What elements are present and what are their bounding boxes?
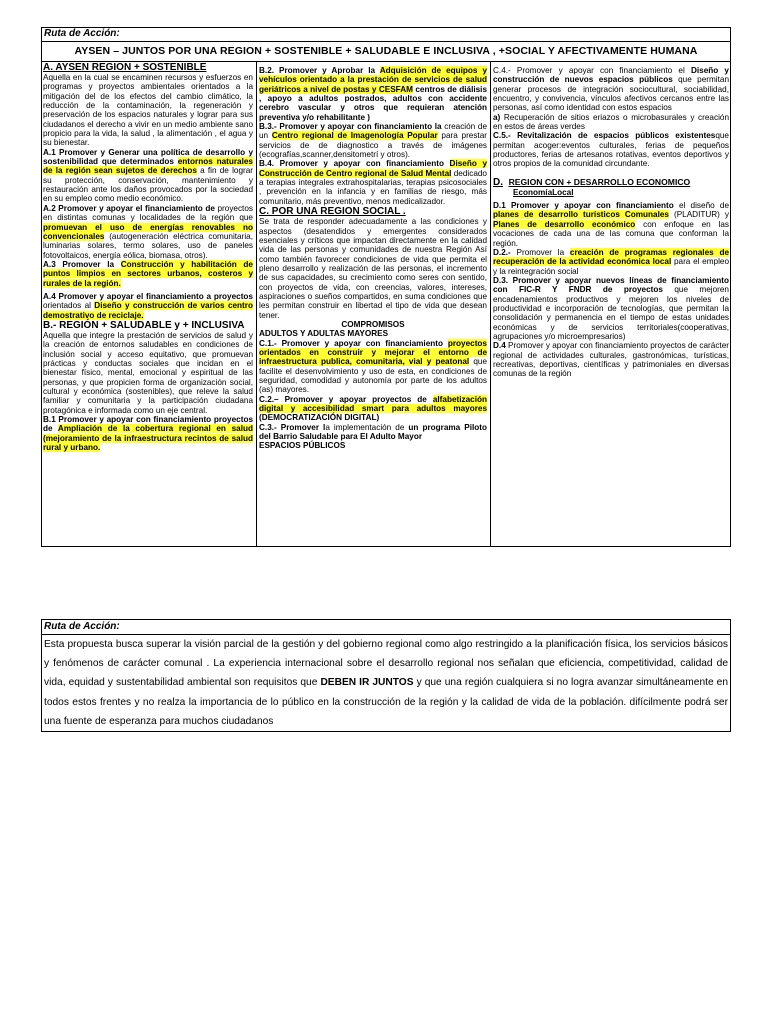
summary-text: Esta propuesta busca superar la visión parcial de la gestión y del gobierno regional como algo restringido a la planificación física, los servicios básicos y fenómenos de carácter comunal . La experiencia internacional sobre el desarrollo regional nos señalan que eficiencia, competitividad, calidad de vida, equidad y sustentabilidad ambiental son requisitos que DEBEN IR JUNTOS y que una región cualquiera si no logra avanzar simultáneamente en todos estos frentes y no realza la importancia de lo público en la construcción de la región y la calidad de vida de la población. difícilmente podrá ser una fuente de esperanza para muchos ciudadanos [44,639,728,727]
action-route-summary [41,619,731,732]
summary-label: Ruta de Acción: [44,621,120,632]
section-a-intro: Aquella en la cual se encaminen recursos y esfuerzos en programas y proyectos ambientales orientados a la mitigación del de los efectos del cambio climático, la reducción de la contaminación, la regeneración y preservación de los espacios naturales y lograr para sus ciudadanos el derecho a vivir en un medio ambiente sano propicio para la vida, la salud , la alimentación , el agua y su bienestar. [43,73,253,148]
item-a1: A.1 Promover y Generar una política de desarrollo y sostenibilidad que determinados entornos naturales de la región sean sujetos de derechos a fin de lograr su protección, conservación, mantenimiento y restauración ante los daños provocados por la sociedad en su empleo como medio económico. [43,147,254,204]
adultos-heading: ADULTOS Y ADULTAS MAYORES [259,329,389,339]
table-header-row [42,28,730,42]
item-c3: C.3.- Promover la implementación de un programa Piloto del Barrio Saludable para El Adulto Mayor [259,422,487,442]
item-d1: D.1 Promover y apoyar con financiamiento el diseño de planes de desarrollo turísticos Comunales (PLADITUR) y Planes de desarrollo económico con enfoque en las vocaciones de cada una de las comuna que conforman la región. [493,201,730,248]
item-b4: B.4. Promover y apoyar con financiamiento Diseño y Construcción de Centro regional de Salud Mental dedicado a terapias integrales extrahospitalarias, terapias psicosociales , prevención en la infancia y en familias de riesgo, más comunitario, más preventivo, menos medicalizador. [259,159,487,206]
espacios-heading: ESPACIOS PÚBLICOS [259,441,346,451]
item-d3: D.3. Promover y apoyar nuevos líneas de financiamiento con FIC-R Y FNDR de proyectos que mejoren encadenamientos productivos y mejoren los niveles de productividad e incorporación de tecnologías, que permitan la consolidación y permanencia en el tiempo de estas unidades económicas y de servicios territoriales(cooperativas, agrupaciones y/o microempresarios) [493,275,729,341]
section-b-title: B.- REGIÓN + SALUDABLE y + INCLUSIVA [43,319,245,331]
section-d-subtitle: EconomíaLocal [513,187,574,197]
item-c4a: a) Recuperación de sitios eriazos o microbasurales y creación en estos de áreas verdes [493,112,729,132]
column-health-social [256,62,490,546]
column-public-spaces-economy [490,62,732,546]
item-a4: A.4 Promover y apoyar el financiamiento a proyectos orientados al Diseño y construcción de varios centro demostrativo de reciclaje. [43,291,253,320]
item-d2: D.2.- Promover la creación de programas regionales de recuperación de la actividad económica local para el empleo y la reintegración social [493,247,730,276]
action-route-table [41,27,731,547]
item-b1: B.1 Promover y apoyar con financiamiento proyectos de Ampliación de la cobertura regional en salud (mejoramiento de la infraestructura recintos de salud rural y urbano. [43,415,253,453]
item-a3: A.3 Promover la Construcción y habilitación de puntos limpios en sectores urbanos, costeros y rurales de la región. [43,259,253,288]
table-title-row [42,42,730,62]
item-a2: A.2 Promover y apoyar el financiamiento de proyectos en distintas comunas y localidades de la región que promuevan el uso de energías renovables no convencionales (autogeneración eléctrica comunitaria, luminarias solares, termo solares, uso de paneles fotovoltaicos, energía eólica, biomasa, otros). [43,203,253,260]
section-a-title: A. AYSEN REGION + SOSTENIBLE [43,62,207,73]
item-c4: C.4.- Promover y apoyar con financiamiento el Diseño y construcción de nuevos espacios públicos que permitan generar procesos de integración sociocultural, sociabilidad, encuentro, y convivencia, vínculos afectivos cercanos entre las personas, así como identidad con estos espacios [493,66,729,113]
summary-header-row [42,620,730,635]
column-sustainable-health [42,62,256,546]
table-title: AYSEN – JUNTOS POR UNA REGION + SOSTENIBLE + SALUDABLE E INCLUSIVA , +SOCIAL Y AFECTIVAMENTE HUMANA [74,45,698,57]
compromisos-heading: COMPROMISOS [341,319,405,329]
section-c-title: C. POR UNA REGION SOCIAL . [259,206,406,218]
section-d-title: D. REGION CON + DESARROLLO ECONOMICO [493,176,691,188]
item-c5: C.5.- Revitalización de espacios públicos existentesque permitan acoger:eventos culturales, ferias de pequeños productores, ferias de artesanos rotativas, eventos deportivos y otros propios de la comunidad circundante. [493,131,729,169]
section-c-intro: Se trata de responder adecuadamente a las condiciones y aspectos (desatendidos y emergentes considerados esenciales y críticos que impactan directamente en la calidad vida de las personas y comunidades de nuestra Región Así como también favorecer condiciones de vida que permita el pleno desarrollo y realización de las personas, el incremento de sus capacidades, su crecimiento como seres con sentido, con proyectos de vida, con creencias, valores, intereses, aspiraciones o sueños compartidos, en suma condiciones que les permitan construir en libertad el tipo de vida que desean tener. [259,217,487,320]
section-b-intro: Aquella que integre la prestación de servicios de salud y la creación de entornos saludables en condiciones de inclusión social y acceso equitativo, que promuevan prácticas y conductas sociales que incidan en el bienestar físico, mental, emocional y espiritual de las personas, y que propicien forma de organización social, cultural y económica (sostenibles), que releve la salud familiar y comunitaria y la participación ciudadana protagónica e informada como un eje central. [43,330,253,415]
item-b2: B.2. Promover y Aprobar la Adquisición de equipos y vehículos orientado a la prestación de servicios de salud geriátricos a nivel de postas y CESFAM centros de diálisis , apoyo a adultos postrados, adultos con accidente cerebro vascular y otros que requieran atención preventiva y/o rehabilitante ) [259,66,488,122]
table-label: Ruta de Acción: [44,28,120,39]
item-c1: C.1.- Promover y apoyar con financiamiento proyectos orientados en construir y mejorar el entorno de infraestructura publica, comunitaria, vial y peatonal que facilite el desenvolvimiento y uso de esta, en condiciones de seguridad, comodidad y autonomía por parte de los adultos (as) mayores. [259,338,487,395]
item-c2: C.2.– Promover y apoyar proyectos de alfabetización digital y accesibilidad smart para adultos mayores (DEMOCRATIZACIÓN DIGITAL) [259,394,487,423]
item-b3: B.3.- Promover y apoyar con financiamiento la creación de un Centro regional de Imagenología Popular para prestar servicios de de diagnostico a través de imágenes (ecografías,scanner,densitometrí y otros). [259,122,487,160]
item-d4: D.4 Promover y apoyar con financiamiento proyectos de carácter regional de actividades culturales, gastronómicas, turísticas, recreativas, deportivas, científicas y patrimoniales en diversas comunas de la región [493,341,729,379]
